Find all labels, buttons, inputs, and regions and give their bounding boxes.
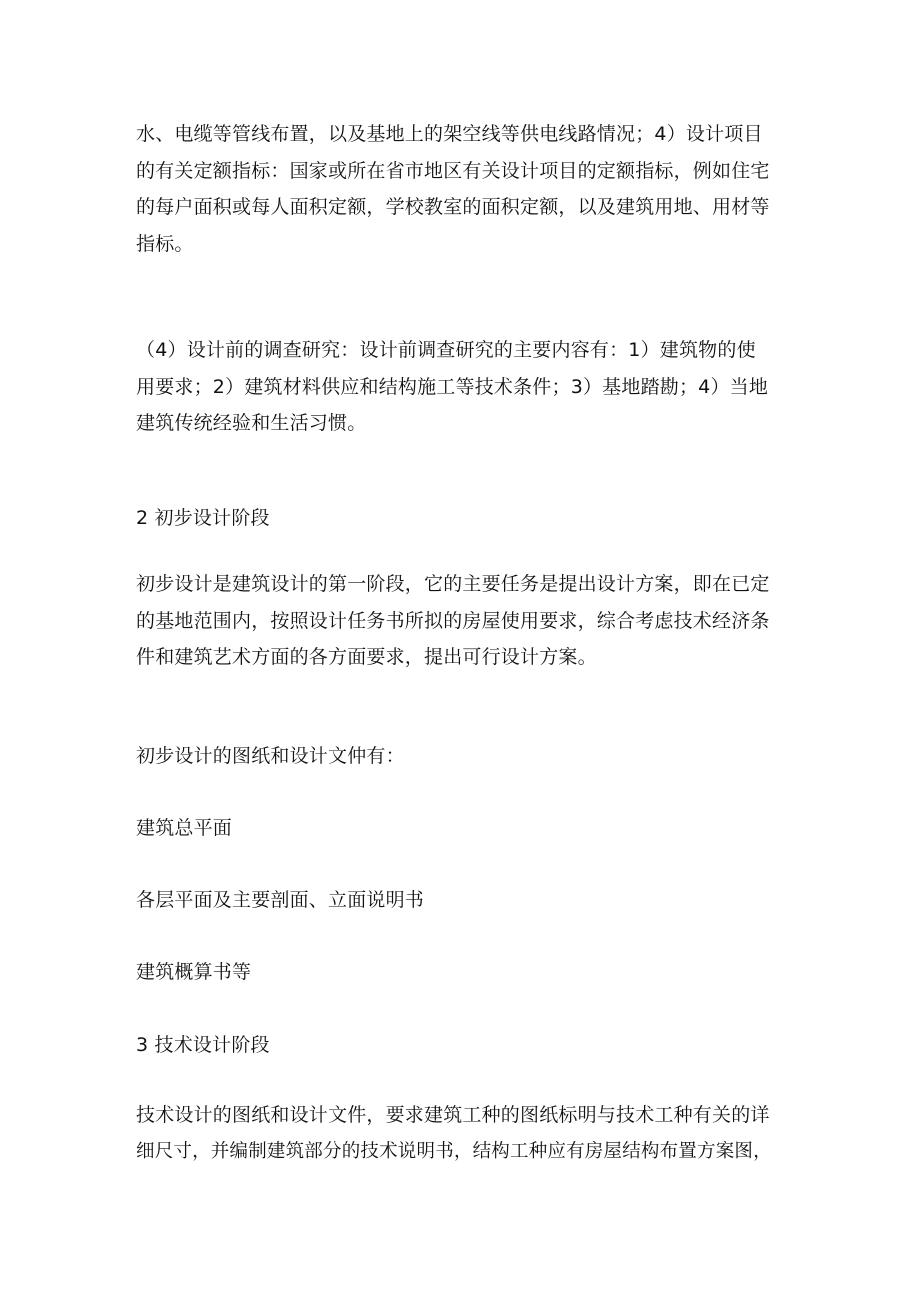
section-heading-technical-design: 3 技术设计阶段 [136,1034,270,1056]
text-line: 件和建筑艺术方面的各方面要求，提出可行设计方案。 [136,646,597,668]
paragraph-preliminary-design [136,566,788,676]
list-item-site-plan: 建筑总平面 [136,817,233,839]
list-item-floor-plans: 各层平面及主要剖面、立面说明书 [136,889,425,911]
text-line: （4）设计前的调查研究：设计前调查研究的主要内容有：1）建筑物的使 [136,339,756,361]
section-heading-preliminary-design: 2 初步设计阶段 [136,507,270,529]
text-line: 细尺寸，并编制建筑部分的技术说明书，结构工种应有房屋结构布置方案图， [136,1140,772,1162]
text-line: 指标。 [136,232,194,255]
text-line: 技术设计的图纸和设计文件，要求建筑工种的图纸标明与技术工种有关的详 [136,1104,770,1126]
text-line: 的每户面积或每人面积定额，学校教室的面积定额，以及建筑用地、用材等 [136,196,770,218]
text-line: 水、电缆等管线布置，以及基地上的架空线等供电线路情况；4）设计项目 [136,123,763,145]
text-line: 的有关定额指标：国家或所在省市地区有关设计项目的定额指标，例如住宅 [136,159,770,182]
paragraph-site-conditions [136,116,788,262]
text-line: 初步设计是建筑设计的第一阶段，它的主要任务是提出设计方案，即在已定 [136,573,770,595]
text-line: 建筑传统经验和生活习惯。 [136,412,367,434]
text-line: 用要求；2）建筑材料供应和结构施工等技术条件；3）基地踏勘；4）当地 [136,375,769,398]
paragraph-pre-design-research [136,332,788,442]
paragraph-preliminary-documents: 初步设计的图纸和设计文仲有： [136,745,405,767]
paragraph-technical-design [136,1097,788,1170]
text-line: 的基地范围内，按照设计任务书所拟的房屋使用要求，综合考虑技术经济条 [136,609,770,632]
list-item-estimate: 建筑概算书等 [136,961,252,983]
